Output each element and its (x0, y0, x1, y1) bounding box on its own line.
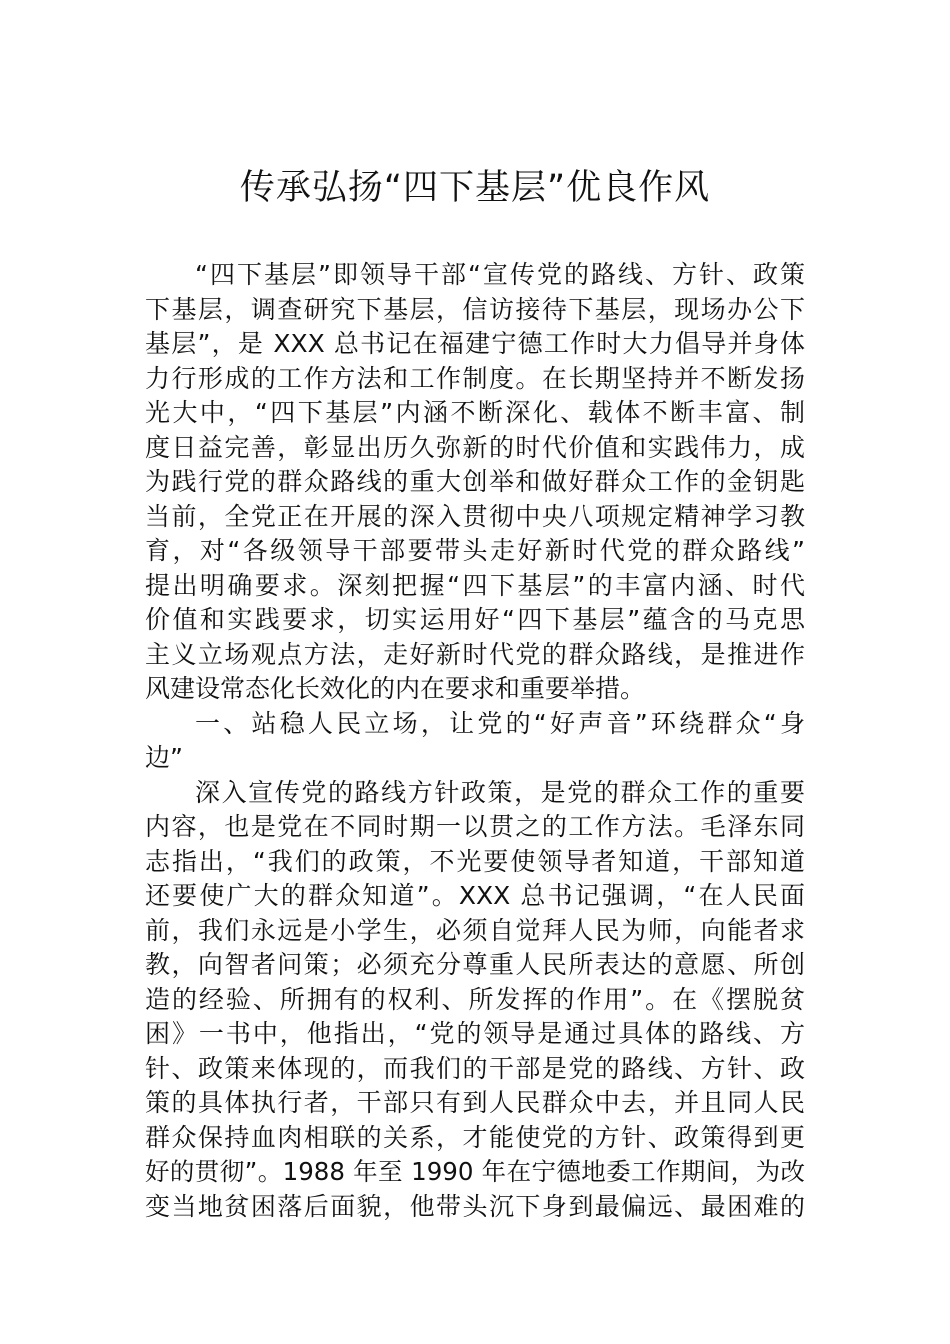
paragraph-line: 造的经验、所拥有的权利、所发挥的作用”。在《摆脱贫 (145, 984, 805, 1014)
paragraph-line: 度日益完善，彰显出历久弥新的时代价值和实践伟力，成 (145, 432, 805, 462)
paragraph-line: 为践行党的群众路线的重大创举和做好群众工作的金钥匙 (145, 467, 805, 496)
paragraph-line: 好的贯彻”。1988 年至 1990 年在宁德地委工作期间，为改 (145, 1157, 805, 1186)
paragraph-line: 当前，全党正在开展的深入贯彻中央八项规定精神学习教 (145, 501, 805, 531)
document-body (145, 258, 805, 1224)
paragraph-line: 教，向智者问策；必须充分尊重人民所表达的意愿、所创 (145, 950, 805, 979)
section-heading-line: 一、站稳人民立场，让党的“好声音”环绕群众“身 (195, 708, 805, 738)
paragraph-line: 还要使广大的群众知道”。XXX 总书记强调，“在人民面 (145, 881, 805, 910)
paragraph-line: 变当地贫困落后面貌，他带头沉下身到最偏远、最困难的 (145, 1191, 805, 1221)
paragraph-line: 光大中，“四下基层”内涵不断深化、载体不断丰富、制 (145, 398, 805, 427)
section-heading-line: 边” (145, 743, 183, 772)
paragraph-line: 育，对“各级领导干部要带头走好新时代党的群众路线” (145, 536, 805, 565)
paragraph-line: 主义立场观点方法，走好新时代党的群众路线，是推进作 (145, 639, 805, 669)
paragraph-line: “四下基层”即领导干部“宣传党的路线、方针、政策 (195, 260, 805, 289)
paragraph-line: 群众保持血肉相联的关系，才能使党的方针、政策得到更 (145, 1122, 805, 1152)
paragraph-line: 前，我们永远是小学生，必须自觉拜人民为师，向能者求 (145, 915, 805, 945)
paragraph-line: 深入宣传党的路线方针政策，是党的群众工作的重要 (195, 777, 805, 807)
paragraph-line: 风建设常态化长效化的内在要求和重要举措。 (145, 674, 646, 703)
paragraph-line: 针、政策来体现的，而我们的干部是党的路线、方针、政 (145, 1053, 805, 1083)
paragraph-line: 志指出，“我们的政策，不光要使领导者知道，干部知道 (145, 846, 805, 876)
paragraph-line: 策的具体执行者，干部只有到人民群众中去，并且同人民 (145, 1088, 805, 1117)
paragraph-line: 基层”，是 XXX 总书记在福建宁德工作时大力倡导并身体 (145, 329, 805, 358)
paragraph-line: 困》一书中，他指出，“党的领导是通过具体的路线、方 (145, 1019, 805, 1048)
paragraph-line: 内容，也是党在不同时期一以贯之的工作方法。毛泽东同 (145, 812, 805, 841)
paragraph-line: 提出明确要求。深刻把握“四下基层”的丰富内涵、时代 (145, 570, 805, 600)
paragraph-line: 下基层，调查研究下基层，信访接待下基层，现场办公下 (145, 294, 805, 324)
document-title: 传承弘扬“四下基层”优良作风 (239, 168, 711, 208)
paragraph-line: 力行形成的工作方法和工作制度。在长期坚持并不断发扬 (145, 363, 805, 393)
paragraph-line: 价值和实践要求，切实运用好“四下基层”蕴含的马克思 (145, 605, 805, 634)
